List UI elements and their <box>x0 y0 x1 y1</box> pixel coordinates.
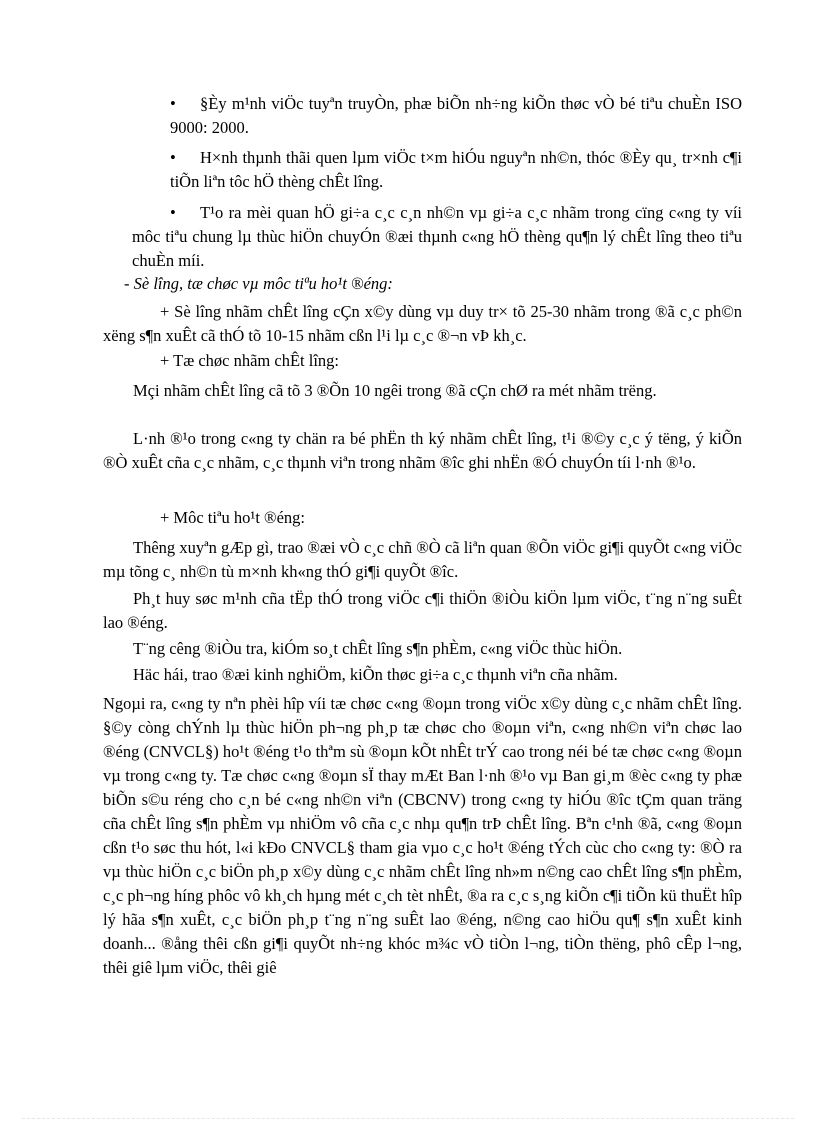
plus-item: + Tæ chøc nhãm chÊt lîng: <box>160 351 340 370</box>
bullet-dot-icon: • <box>170 148 176 167</box>
bullet-dot-icon: • <box>170 94 176 113</box>
bullet-text: §Èy m¹nh viÖc tuyªn truyÒn, phæ biÕn nh÷ng kiÕn thøc vÒ bé tiªu chuÈn ISO 9000: 2000. <box>170 94 742 137</box>
paragraph: Häc hái, trao ®æi kinh nghiÖm, kiÕn thøc gi÷a c¸c thµnh viªn cña nhãm. <box>133 665 618 684</box>
bullet-item <box>132 201 742 273</box>
paragraph: T¨ng cêng ®iÒu tra, kiÓm so¸t chÊt lîng s¶n phÈm, c«ng viÖc thùc hiÖn. <box>133 639 623 658</box>
paragraph: Ph¸t huy søc m¹nh cña tËp thÓ trong viÖc c¶i thiÖn ®iÒu kiÖn lµm viÖc, t¨ng n¨ng suÊt lao ®éng. <box>103 589 742 632</box>
paragraph: Mçi nhãm chÊt lîng cã tõ 3 ®Õn 10 ngêi trong ®ã cÇn chØ ra mét nhãm trëng. <box>133 381 657 400</box>
bullet-item <box>170 92 742 140</box>
plus-item: + Sè lîng nhãm chÊt lîng cÇn x©y dùng vµ duy tr× tõ 25-30 nhãm trong ®ã c¸c ph©n xëng s¶n xuÊt cã thÓ tõ 10-15 nhãm cßn l¹i lµ c¸c ®¬n vÞ kh¸c. <box>103 302 742 345</box>
plus-item: + Môc tiªu ho¹t ®éng: <box>160 508 305 527</box>
paragraph: L·nh ®¹o trong c«ng ty chän ra bé phËn th ký nhãm chÊt lîng, t¹i ®©y c¸c ý tëng, ý kiÕn ®Ò xuÊt cña c¸c nhãm, c¸c thµnh viªn trong nhãm ®îc ghi nhËn ®Ó chuyÓn tíi l·nh ®¹o. <box>103 429 742 472</box>
bullet-item <box>170 146 742 194</box>
bullet-text: H×nh thµnh thãi quen lµm viÖc t×m hiÓu nguyªn nh©n, thóc ®Èy qu¸ tr×nh c¶i tiÕn liªn tôc hÖ thèng chÊt lîng. <box>170 148 742 191</box>
page-border <box>22 1118 794 1119</box>
section-heading: - Sè lîng, tæ chøc vµ môc tiªu ho¹t ®éng: <box>124 274 393 293</box>
paragraph: Thêng xuyªn gÆp gì, trao ®æi vÒ c¸c chñ ®Ò cã liªn quan ®Õn viÖc gi¶i quyÕt c«ng viÖc mµ tõng c¸ nh©n tù m×nh kh«ng thÓ gi¶i quyÕt ®îc. <box>103 538 742 581</box>
bullet-dot-icon: • <box>170 203 176 222</box>
bullet-text: T¹o ra mèi quan hÖ gi÷a c¸c c¸n nh©n vµ gi÷a c¸c nhãm trong cïng c«ng ty víi môc tiªu chung lµ thùc hiÖn chuyÓn ®æi thµnh c«ng hÖ thèng qu¶n lý chÊt lîng theo tiªu chuÈn míi. <box>132 203 742 270</box>
paragraph: Ngoµi ra, c«ng ty nªn phèi hîp víi tæ chøc c«ng ®oµn trong viÖc x©y dùng c¸c nhãm chÊt lîng. §©y còng chÝnh lµ thùc hiÖn ph¬ng ph¸p tæ chøc cho ®oµn viªn, c«ng nh©n viªn chøc lao ®éng (CNVCL§) ho¹t ®éng t¹o thªm sù ®oµn kÕt nhÊt trÝ cao trong néi bé tæ chøc c«ng ®oµn vµ trong c«ng ty. Tæ chøc c«ng ®oµn sÏ thay mÆt Ban l·nh ®¹o vµ Ban gi¸m ®èc c«ng ty phæ biÕn s©u réng cho c¸n bé c«ng nh©n viªn (CBCNV) trong c«ng ty hiÓu ®îc tÇm quan träng cña chÊt lîng s¶n phÈm vµ nhiÖm vô cña c¸c nhµ qu¶n trÞ chÊt lîng. Bªn c¹nh ®ã, c«ng ®oµn cßn t¹o søc thu hót, l«i kÐo CNVCL§ tham gia vµo c¸c ho¹t ®éng tÝch cùc cho c«ng ty: ®Ò ra vµ thùc hiÖn c¸c biÖn ph¸p x©y dùng c¸c nhãm chÊt lîng nh»m n©ng cao chÊt lîng s¶n phÈm, c¸c ph¬ng híng phôc vô kh¸ch hµng mét c¸ch tèt nhÊt, ®a ra c¸c s¸ng kiÕn c¶i tiÕn kü thuËt hîp lý hãa s¶n xuÊt, c¸c biÖn ph¸p t¨ng n¨ng suÊt lao ®éng, n©ng cao hiÖu qu¶ s¶n xuÊt kinh doanh... ®ång thêi cßn gi¶i quyÕt nh÷ng khóc m¾c vÒ tiÒn l¬ng, tiÒn thëng, phô cÊp l¬ng, thêi giê lµm viÖc, thêi giê <box>103 694 742 977</box>
